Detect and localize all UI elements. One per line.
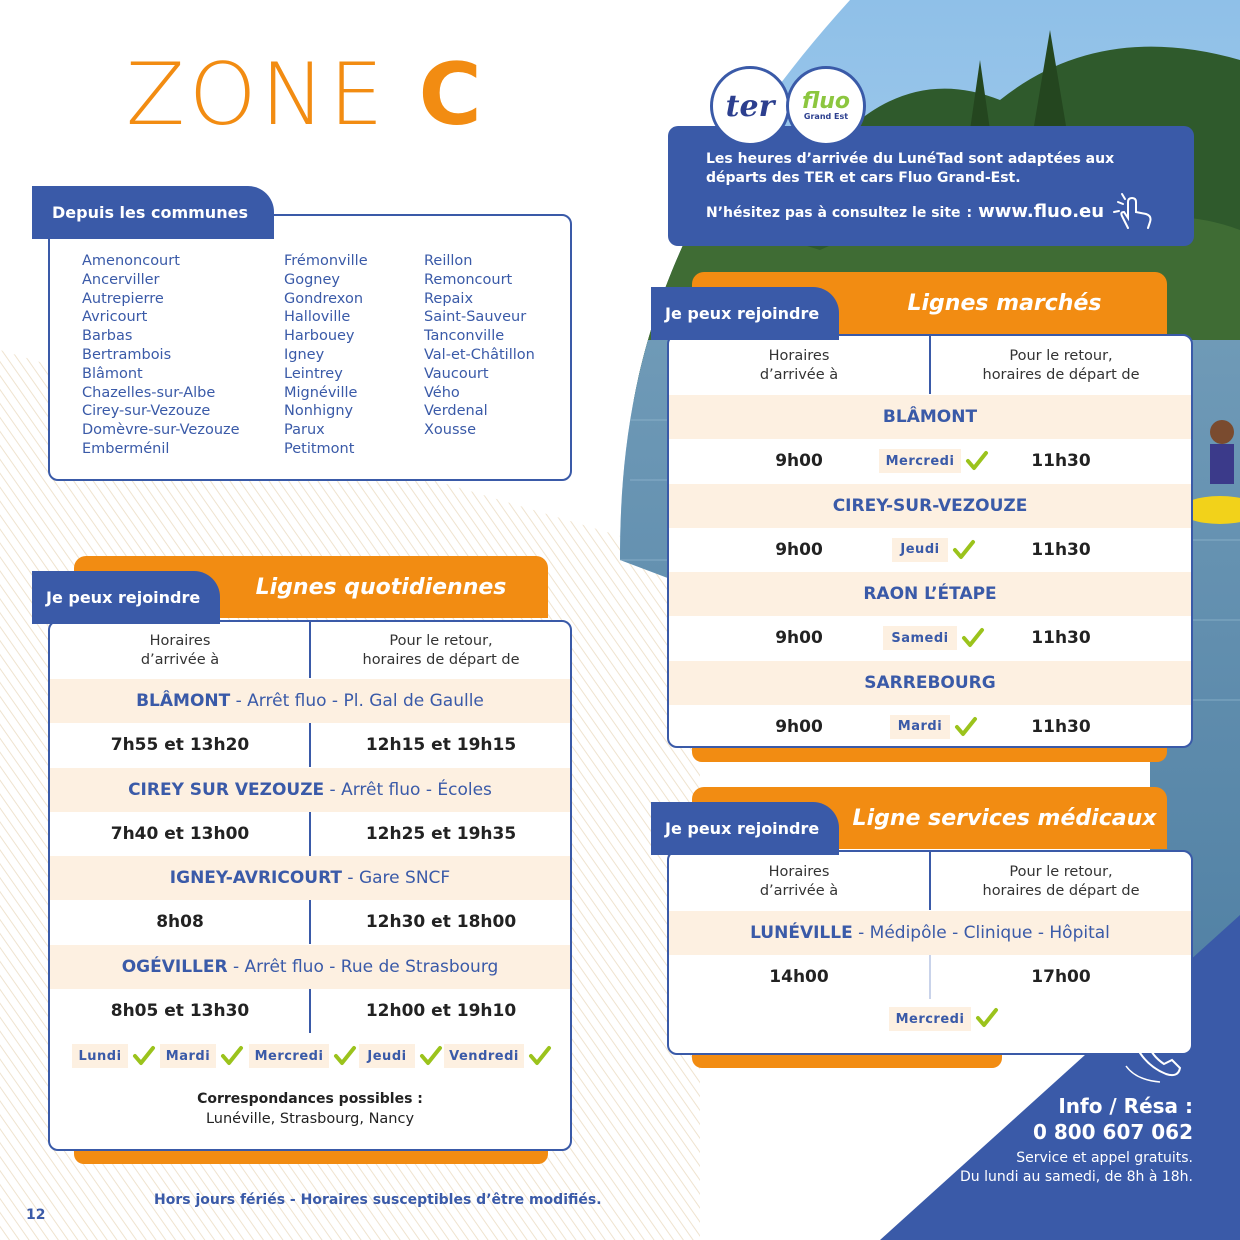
footer-note: Hors jours fériés - Horaires susceptibles d’être modifiés. (154, 1192, 602, 1208)
commune-name: Autrepierre (82, 290, 164, 307)
return-time: 11h30 (1031, 451, 1091, 471)
commune-name: Ancerviller (82, 271, 160, 288)
communes-column-1 (82, 252, 240, 459)
correspondances (50, 1091, 570, 1127)
return-time: 12h15 et 19h15 (365, 735, 517, 755)
column-separator (309, 989, 311, 1033)
hdr-left-line-1: Horaires (768, 864, 830, 880)
zone-title-light: ZONE (126, 45, 388, 145)
stop-place: CIREY SUR VEZOUZE (128, 779, 325, 800)
hdr-right-line-2: horaires de départ de (982, 367, 1140, 383)
hdr-left-line-2: d’arrivée à (759, 367, 839, 383)
commune-name: Barbas (82, 328, 133, 345)
arrival-time: 9h00 (775, 539, 823, 560)
hdr-left-line-2: d’arrivée à (140, 652, 220, 668)
return-time: 11h30 (1031, 628, 1091, 648)
contact-phone[interactable]: 0 800 607 062 (1032, 1120, 1193, 1144)
commune-name: Harbouey (284, 328, 355, 345)
commune-name: Remoncourt (424, 271, 513, 288)
hdr-left-line-1: Horaires (768, 348, 830, 364)
arrival-time: 9h00 (775, 451, 823, 471)
check-icon (965, 450, 989, 472)
medicaux-stop-row (669, 911, 1191, 955)
commune-name: Saint-Sauveur (424, 309, 527, 326)
stop-row (50, 768, 570, 812)
stop-detail: - Médipôle - Clinique - Hôpital (852, 923, 1110, 943)
check-icon (961, 627, 985, 649)
quotidiennes-title: Lignes quotidiennes (255, 574, 507, 600)
stop-row (669, 661, 1191, 705)
medicaux-header-arrival (669, 863, 929, 901)
day-chip: Mercredi (889, 1007, 971, 1031)
day-chip: Jeudi (359, 1044, 415, 1068)
marches-header-arrival (669, 347, 929, 385)
check-icon (132, 1045, 156, 1067)
contact-label: Info / Résa : (1058, 1094, 1193, 1118)
column-separator (309, 620, 311, 678)
check-icon (333, 1045, 357, 1067)
info-line-3: N’hésitez pas à consultez le site (706, 205, 961, 221)
commune-name: Igney (284, 346, 325, 363)
commune-name: Petitmont (284, 440, 355, 457)
phone-icon (1120, 1018, 1192, 1084)
commune-name: Val-et-Châtillon (424, 346, 535, 363)
hdr-left-line-1: Horaires (149, 633, 211, 649)
commune-name: Halloville (284, 309, 351, 326)
commune-name: Parux (284, 422, 325, 439)
fluo-site-link[interactable]: www.fluo.eu (978, 201, 1105, 222)
ter-logo (710, 66, 790, 146)
return-time: 11h30 (1031, 716, 1091, 737)
arrival-time: 9h00 (775, 716, 823, 737)
fluo-logo-subtext: Grand Est (803, 112, 849, 121)
hdr-right-line-2: horaires de départ de (982, 883, 1140, 899)
contact-line-2: Du lundi au samedi, de 8h à 18h. (959, 1169, 1193, 1185)
medicaux-tab-label: Je peux rejoindre (665, 819, 820, 838)
commune-name: Leintrey (284, 365, 343, 382)
column-separator (309, 723, 311, 767)
commune-name: Emberménil (82, 440, 170, 457)
return-time: 12h30 et 18h00 (365, 912, 517, 932)
stop-place: IGNEY-AVRICOURT (169, 868, 343, 888)
commune-name: Nonhigny (284, 403, 354, 420)
commune-name: Gogney (284, 271, 341, 288)
stop-detail: - Arrêt fluo - Pl. Gal de Gaulle (230, 691, 484, 711)
stop-detail: - Arrêt fluo - Écoles (324, 779, 492, 800)
hdr-right-line-2: horaires de départ de (362, 652, 520, 668)
stop-place: OGÉVILLER (121, 956, 228, 977)
quotidiennes-tab (32, 571, 220, 624)
commune-name: Gondrexon (284, 290, 364, 307)
day-chip: Mardi (160, 1044, 216, 1068)
hdr-right-line-1: Pour le retour, (1009, 864, 1113, 880)
marches-tab-label: Je peux rejoindre (665, 304, 820, 323)
day-chip: Samedi (883, 626, 957, 650)
day-chip: Jeudi (892, 538, 948, 562)
commune-name: Blâmont (82, 365, 143, 382)
column-separator (929, 334, 931, 394)
column-separator (929, 955, 931, 999)
column-separator (309, 812, 311, 856)
stop-row (50, 856, 570, 900)
day-chip: Mercredi (249, 1044, 329, 1068)
day-chip: Mardi (890, 715, 950, 739)
marches-title: Lignes marchés (907, 290, 1102, 316)
zone-title (126, 45, 486, 145)
commune-name: Vaucourt (424, 365, 489, 382)
commune-name: Frémonville (284, 253, 368, 269)
commune-name: Reillon (424, 253, 473, 269)
arrival-time: 8h08 (156, 912, 204, 932)
stop-place: BLÂMONT (882, 407, 978, 427)
day-chip: Lundi (72, 1044, 128, 1068)
stop-place: RAON L’ÉTAPE (863, 584, 997, 604)
arrival-time: 9h00 (775, 628, 823, 648)
arrival-time: 7h40 et 13h00 (110, 823, 250, 844)
column-separator (929, 850, 931, 910)
medicaux-arrival-time: 14h00 (769, 967, 829, 987)
quotidiennes-header-arrival (50, 632, 310, 670)
page-number: 12 (26, 1207, 46, 1223)
info-line-1: Les heures d’arrivée du LunéTad sont adaptées aux (706, 151, 1115, 167)
commune-name: Verdenal (424, 403, 488, 420)
day-chip: Mercredi (879, 449, 961, 473)
commune-name: Tanconville (424, 328, 505, 345)
commune-name: Avricourt (82, 309, 148, 326)
info-line-2: départs des TER et cars Fluo Grand-Est. (706, 170, 1021, 186)
stop-detail: - Gare SNCF (342, 868, 451, 888)
medicaux-title: Ligne services médicaux (852, 805, 1157, 831)
column-separator (309, 900, 311, 944)
arrival-time: 8h05 et 13h30 (110, 1000, 250, 1021)
zone-title-letter: C (418, 45, 486, 145)
check-icon (220, 1045, 244, 1067)
stop-place: CIREY-SUR-VEZOUZE (832, 495, 1028, 516)
stop-place: LUNÉVILLE (750, 923, 853, 943)
hdr-right-line-1: Pour le retour, (389, 633, 493, 649)
medicaux-tab (651, 802, 839, 855)
check-icon (975, 1007, 999, 1029)
communes-tab-label: Depuis les communes (52, 203, 248, 222)
hdr-left-line-2: d’arrivée à (759, 883, 839, 899)
stop-row (669, 484, 1191, 528)
stop-row (50, 945, 570, 989)
commune-name: Domèvre-sur-Vezouze (82, 422, 240, 439)
correspondances-title: Correspondances possibles : (197, 1091, 423, 1107)
return-time: 11h30 (1031, 539, 1091, 560)
commune-name: Xousse (424, 422, 477, 439)
return-time: 12h00 et 19h10 (365, 1000, 517, 1021)
medicaux-return-time: 17h00 (1031, 967, 1091, 987)
stop-row (50, 679, 570, 723)
check-icon (419, 1045, 443, 1067)
commune-name: Chazelles-sur-Albe (82, 384, 216, 401)
contact-line-1: Service et appel gratuits. (1016, 1150, 1193, 1166)
commune-name: Bertrambois (82, 346, 172, 363)
commune-name: Repaix (424, 290, 474, 307)
quotidiennes-tab-label: Je peux rejoindre (46, 588, 201, 607)
arrival-time: 7h55 et 13h20 (110, 735, 250, 755)
stop-row (669, 395, 1191, 439)
correspondances-list: Lunéville, Strasbourg, Nancy (205, 1111, 415, 1127)
stop-detail: - Arrêt fluo - Rue de Strasbourg (227, 956, 499, 977)
stop-row (669, 572, 1191, 616)
commune-name: Vého (424, 384, 460, 401)
communes-tab (32, 186, 274, 239)
check-icon (528, 1045, 552, 1067)
communes-column-2 (284, 252, 368, 459)
day-chip: Vendredi (444, 1044, 524, 1068)
click-hand-icon (1108, 192, 1158, 232)
check-icon (954, 716, 978, 738)
medicaux-header-return (931, 863, 1191, 901)
communes-column-3 (424, 252, 535, 440)
hdr-right-line-1: Pour le retour, (1009, 348, 1113, 364)
check-icon (952, 539, 976, 561)
info-separator: : (966, 205, 973, 221)
commune-name: Amenoncourt (82, 253, 180, 269)
marches-tab (651, 287, 839, 340)
contact-block (960, 1094, 1193, 1185)
marches-header-return (931, 347, 1191, 385)
ter-logo-text: ter (725, 88, 775, 124)
commune-name: Mignéville (284, 384, 358, 401)
commune-name: Cirey-sur-Vezouze (82, 403, 211, 420)
stop-place: SARREBOURG (864, 672, 996, 693)
fluo-logo-text: fluo (801, 89, 851, 114)
fluo-logo (786, 66, 866, 146)
stop-place: BLÂMONT (136, 691, 231, 711)
return-time: 12h25 et 19h35 (365, 823, 517, 844)
quotidiennes-header-return (312, 632, 570, 670)
